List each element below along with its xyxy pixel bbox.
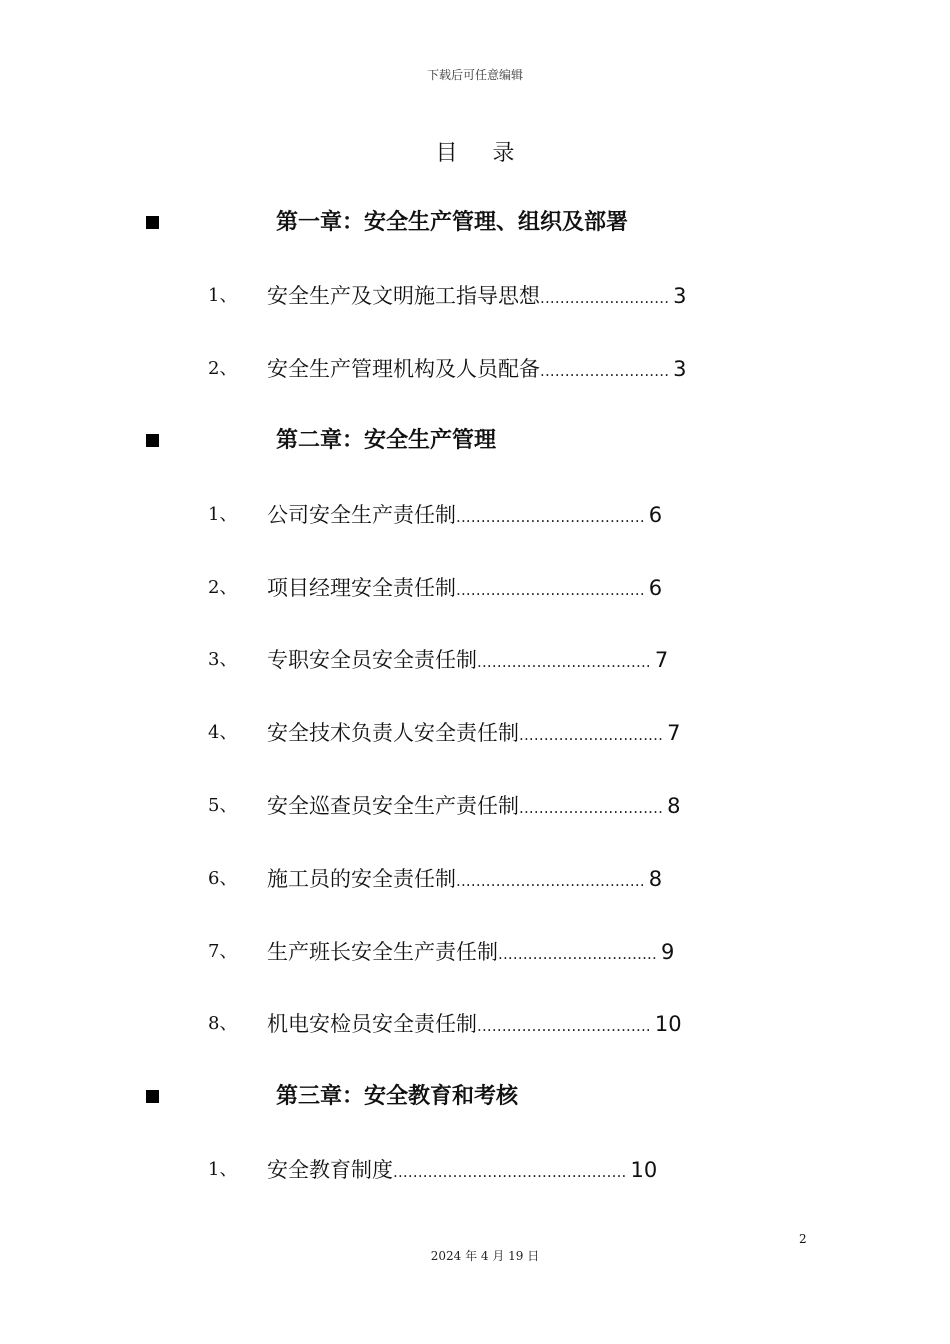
dot-leader: ............................. bbox=[519, 799, 664, 817]
entry-text: 安全教育制度 bbox=[267, 1158, 393, 1182]
dot-leader: ...................................... bbox=[456, 872, 645, 890]
dot-leader: ................................ bbox=[498, 945, 657, 963]
dot-leader: ................................... bbox=[477, 653, 651, 671]
entry-number: 5、 bbox=[208, 795, 238, 816]
entry-page-number: 3 bbox=[673, 284, 687, 308]
toc-entry[interactable] bbox=[0, 1008, 950, 1040]
dot-leader: ................................... bbox=[477, 1017, 651, 1035]
entry-text: 安全生产管理机构及人员配备 bbox=[267, 357, 540, 381]
entry-page-number: 8 bbox=[648, 867, 663, 891]
entry-number: 1、 bbox=[208, 285, 238, 306]
entry-text: 公司安全生产责任制 bbox=[267, 503, 456, 527]
entry-number: 4、 bbox=[208, 722, 238, 743]
square-bullet-icon bbox=[146, 1090, 159, 1103]
dot-leader: ...................................... bbox=[456, 581, 645, 599]
square-bullet-icon bbox=[146, 216, 159, 229]
toc-title: 目 录 bbox=[435, 141, 529, 166]
entry-text: 施工员的安全责任制 bbox=[267, 867, 456, 891]
entry-text: 安全技术负责人安全责任制 bbox=[267, 721, 519, 745]
dot-leader: ............................................... bbox=[393, 1163, 627, 1181]
entry-number: 6、 bbox=[208, 868, 238, 889]
toc-entry[interactable] bbox=[0, 353, 950, 385]
chapter-title: 第一章：安全生产管理、组织及部署 bbox=[276, 210, 629, 235]
dot-leader: .......................... bbox=[540, 362, 670, 380]
entry-page-number: 9 bbox=[660, 940, 675, 964]
entry-text: 生产班长安全生产责任制 bbox=[267, 940, 498, 964]
page-header: 下载后可任意编辑 bbox=[426, 68, 523, 82]
entry-page-number: 10 bbox=[654, 1012, 682, 1036]
entry-text: 机电安检员安全责任制 bbox=[267, 1012, 477, 1036]
entry-page-number: 6 bbox=[648, 503, 663, 527]
page-footer-date: 2024 年 4 月 19 日 bbox=[430, 1249, 540, 1263]
entry-number: 3、 bbox=[208, 649, 238, 670]
toc-entry[interactable] bbox=[0, 863, 950, 895]
dot-leader: ...................................... bbox=[456, 508, 645, 526]
toc-chapter[interactable] bbox=[0, 207, 950, 239]
entry-page-number: 7 bbox=[667, 721, 681, 745]
entry-number: 2、 bbox=[208, 358, 238, 379]
entry-text: 安全巡查员安全生产责任制 bbox=[267, 794, 519, 818]
toc-entry[interactable] bbox=[0, 1154, 950, 1186]
toc-entry[interactable] bbox=[0, 717, 950, 749]
entry-page-number: 3 bbox=[673, 357, 687, 381]
entry-page-number: 6 bbox=[648, 576, 663, 600]
toc-chapter[interactable] bbox=[0, 425, 950, 457]
entry-page-number: 10 bbox=[630, 1158, 658, 1182]
square-bullet-icon bbox=[146, 434, 159, 447]
entry-number: 1、 bbox=[208, 1159, 238, 1180]
entry-text: 专职安全员安全责任制 bbox=[267, 648, 477, 672]
toc-entry[interactable] bbox=[0, 499, 950, 531]
dot-leader: ............................. bbox=[519, 726, 664, 744]
toc-entry[interactable] bbox=[0, 936, 950, 968]
toc-entry[interactable] bbox=[0, 644, 950, 676]
entry-text: 项目经理安全责任制 bbox=[267, 576, 456, 600]
entry-number: 1、 bbox=[208, 504, 238, 525]
page-number: 2 bbox=[799, 1232, 807, 1246]
toc-entry[interactable] bbox=[0, 280, 950, 312]
entry-page-number: 7 bbox=[654, 648, 669, 672]
chapter-title: 第三章：安全教育和考核 bbox=[276, 1084, 519, 1109]
entry-text: 安全生产及文明施工指导思想 bbox=[267, 284, 540, 308]
toc-entry[interactable] bbox=[0, 790, 950, 822]
dot-leader: .......................... bbox=[540, 289, 670, 307]
chapter-title: 第二章：安全生产管理 bbox=[276, 428, 497, 453]
entry-number: 2、 bbox=[208, 577, 238, 598]
toc-entry[interactable] bbox=[0, 572, 950, 604]
entry-number: 8、 bbox=[208, 1013, 238, 1034]
entry-page-number: 8 bbox=[667, 794, 681, 818]
toc-chapter[interactable] bbox=[0, 1081, 950, 1113]
entry-number: 7、 bbox=[208, 941, 238, 962]
